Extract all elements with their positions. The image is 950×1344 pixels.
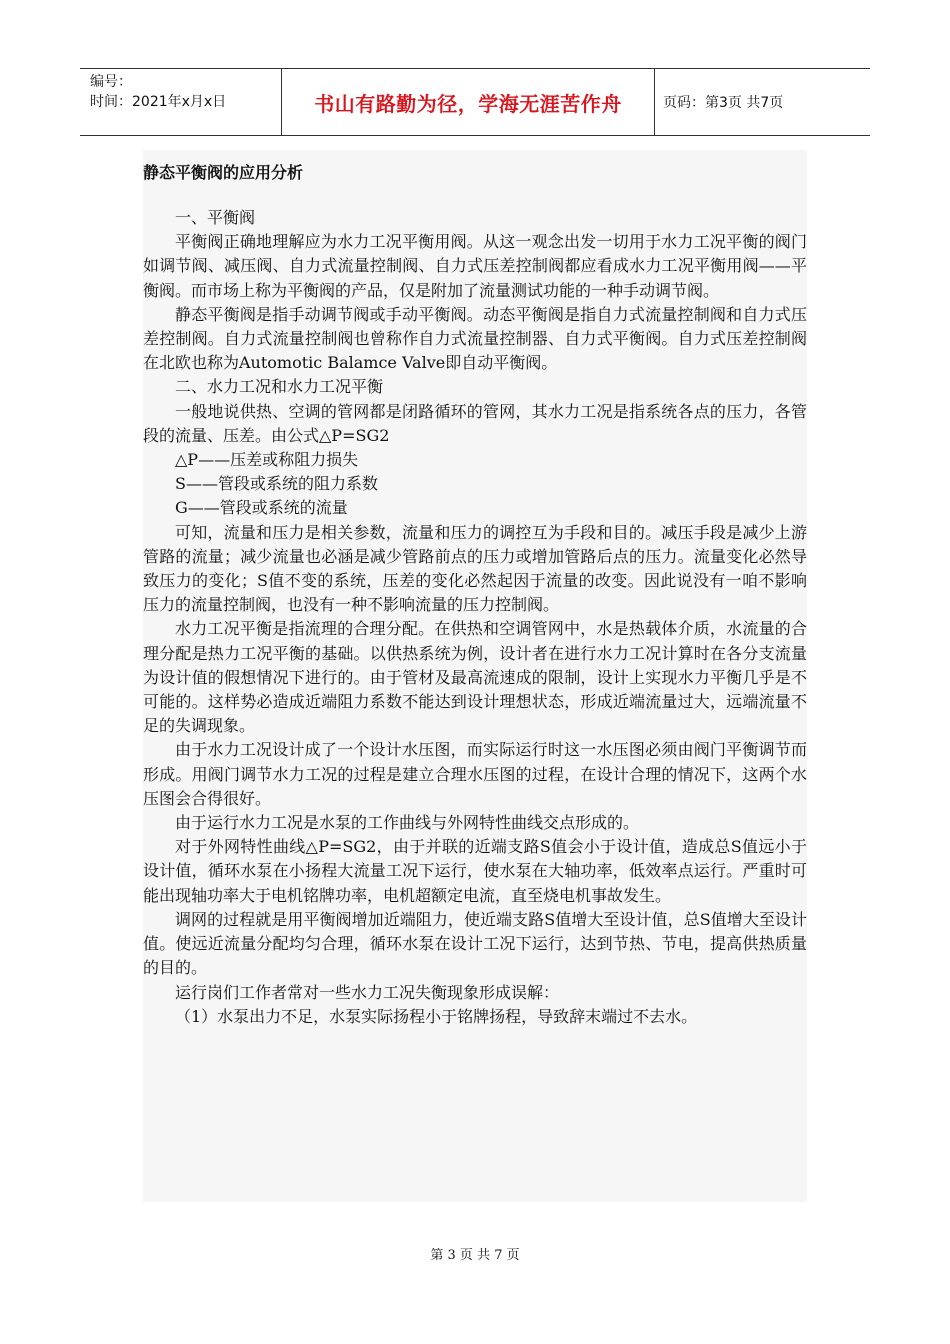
paragraph: 水力工况平衡是指流理的合理分配。在供热和空调管网中，水是热载体介质，水流量的合理分配是热力工况平衡的基础。以供热系统为例，设计者在进行水力工况计算时在各分支流量为设计值的假想情况下进行的。由于管材及最高流速成的限制，设计上实现水力平衡几乎是不可能的。这样势必造成近端阻力系数不能达到设计理想状态，形成近端流量过大，远端流量不足的失调现象。 [143, 619, 807, 736]
paragraph: 对于外网特性曲线△P=SG2，由于并联的近端支路S值会小于设计值，造成总S值远小于设计值，循环水泵在小扬程大流量工况下运行，使水泵在大轴功率，低效率点运行。严重时可能出现轴功率大于电机铭牌功率，电机超额定电流，直至烧电机事故发生。 [143, 837, 807, 905]
paragraph: 一般地说供热、空调的管网都是闭路循环的管网，其水力工况是指系统各点的压力，各管段的流量、压差。由公式△P=SG2 [143, 401, 807, 445]
paragraph: 由于水力工况设计成了一个设计水压图，而实际运行时这一水压图必须由阀门平衡调节而形成。用阀门调节水力工况的过程是建立合理水压图的过程，在设计合理的情况下，这两个水压图会合得很好。 [143, 740, 807, 808]
header-page-info: 页码：第3页 共7页 [663, 95, 784, 111]
paragraph: 静态平衡阀是指手动调节阀或手动平衡阀。动态平衡阀是指自力式流量控制阀和自力式压差控制阀。自力式流量控制阀也曾称作自力式流量控制器、自力式平衡阀。自力式压差控制阀在北欧也称为Automotic Balamce Valve即自动平衡阀。 [143, 304, 807, 373]
document-body [143, 150, 807, 1202]
paragraph: 二、水力工况和水力工况平衡 [175, 377, 384, 397]
date-label: 时间：2021年x月x日 [90, 94, 227, 110]
paragraph: 调网的过程就是用平衡阀增加近端阻力，使近端支路S值增大至设计值，总S值增大至设计值。使远近流量分配均匀合理，循环水泵在设计工况下运行，达到节热、节电，提高供热质量的目的。 [143, 909, 807, 978]
paragraph-list [143, 206, 807, 1029]
paragraph: G——管段或系统的流量 [175, 498, 348, 518]
paragraph: S——管段或系统的阻力系数 [175, 474, 378, 494]
paragraph: 平衡阀正确地理解应为水力工况平衡用阀。从这一观念出发一切用于水力工况平衡的阀门如调节阀、减压阀、自力式流量控制阀、自力式压差控制阀都应看成水力工况平衡用阀——平衡阀。而市场上称为平衡阀的产品，仅是附加了流量测试功能的一种手动调节阀。 [143, 232, 807, 300]
paragraph: △P——压差或称阻力损失 [175, 450, 359, 470]
page-footer: 第 3 页 共 7 页 [430, 1248, 520, 1263]
number-label: 编号： [90, 74, 132, 90]
paragraph: 运行岗们工作者常对一些水力工况失衡现象形成误解： [175, 982, 560, 1002]
paragraph: 可知，流量和压力是相关参数，流量和压力的调控互为手段和目的。减压手段是减少上游管路的流量；减少流量也必涵是减少管路前点的压力或增加管路后点的压力。流量变化必然导致压力的变化；S值不变的系统，压差的变化必然起因于流量的改变。因此说没有一咱不影响压力的流量控制阀，也没有一种不影响流量的压力控制阀。 [143, 522, 807, 615]
paragraph: （1）水泵出力不足，水泵实际扬程小于铭牌扬程，导致辞末端过不去水。 [175, 1006, 698, 1026]
header-motto: 书山有路勤为径，学海无涯苦作舟 [282, 69, 655, 135]
paragraph: 由于运行水力工况是水泵的工作曲线与外网特性曲线交点形成的。 [175, 813, 640, 833]
paragraph: 一、平衡阀 [175, 208, 256, 227]
document-title: 静态平衡阀的应用分析 [143, 163, 304, 182]
page-header [80, 68, 870, 136]
header-meta [80, 69, 282, 135]
